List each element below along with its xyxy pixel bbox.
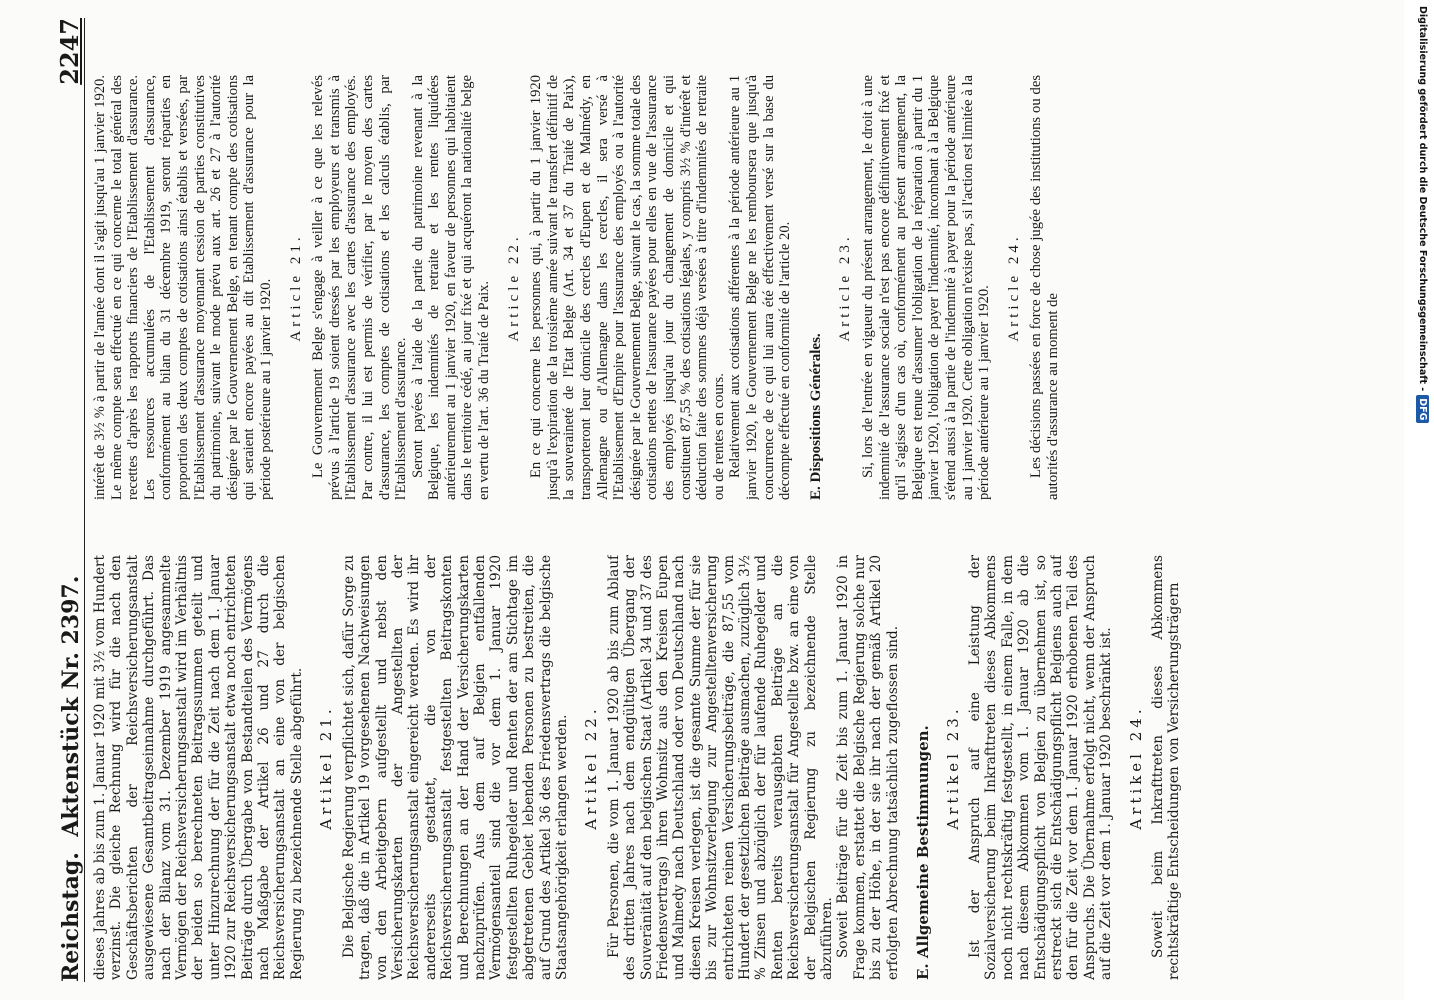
article-heading: Artikel 23. [943, 705, 962, 830]
page-number: 2247 [55, 18, 84, 85]
article-heading: Article 24. [1005, 233, 1022, 342]
section-heading: E. Dispositions Générales. [807, 333, 824, 500]
german-column [92, 555, 1382, 980]
page-header [50, 18, 85, 982]
article-heading: Artikel 22. [582, 705, 601, 830]
paragraph: Ist der Anspruch auf eine Leistung der Sozialversicherung beim Inkrafttreten dieses Abkommens noch nicht rechtskräftig festgestellt, in einem Falle, in dem nach diesem Abkommen vom 1. Januar 1920 ab die Entschädigungspflicht von Belgien zu übernehmen ist, so erstreckt sich die Entschädigungspflicht Belgiens auch auf den für die Zeit vor dem 1. Januar 1920 erhobenen Teil des Anspruchs. Die Übernahme erfolgt nicht, wenn der Anspruch auf die Zeit vor dem 1. Januar 1920 beschränkt ist. [966, 555, 1115, 980]
paragraph: Si, lors de l'entrée en vigueur du présent arrangement, le droit à une indemnité de l'assurance sociale n'est pas encore définitivement fixé et qu'il s'agisse d'un cas où, conformément au présent arrangement, la Belgique est tenue d'assumer l'obligation de la réparation à partir du 1 janvier 1920, l'obligation de payer l'indemnité, incombant à la Belgique s'étend aussi à la partie de l'indemnité à payer pour la période antérieure au 1 janvier 1920. Cette obligation n'existe pas, si l'action est limitée à la période antérieure au 1 janvier 1920. [859, 75, 993, 500]
paragraph: En ce qui concerne les personnes qui, à partir du 1 janvier 1920 jusqu'à l'expiration de la troisième année suivant le transfert définitif de la souveraineté de l'Etat Belge (Art. 34 et 37 du Traité de Paix), transporteront leur domicile des cercles d'Eupen et de Malmédy, en Allemagne ou d'Allemagne dans les cercles, il sera versé à l'Etablissement d'Empire pour l'assurance des employés ou à l'autorité désignée par le Gouvernement Belge, suivant le cas, la somme totale des cotisations nettes de l'assurance payées pour elles en vue de l'assurance des employés jusqu'au jour du changement de domicile et qui constituent 87,55 % des cotisations légales, y compris 3½ % d'intérêt et déduction faite des sommes déjà versées à titre d'indemnités de retraite ou de rentes en cours. [528, 75, 727, 500]
article-heading: Article 22. [505, 233, 522, 342]
paragraph: Le Gouvernement Belge s'engage à veiller à ce que les relevés prévus à l'article 19 soient dressés par les employeurs et transmis à l'Etablissement d'assurance avec les cartes d'assurance des employés. Par contre, il lui est permis de vérifier, par le moyen des cartes d'assurance, les comptes de cotisations et les calculs établis, par l'Etablissement d'assurance. [310, 75, 410, 500]
article-heading: Artikel 21. [317, 705, 336, 830]
section-heading: E. Allgemeine Bestimmungen. [914, 725, 933, 980]
paragraph: intérêt de 3½ % à partir de l'année dont il s'agit jusqu'au 1 janvier 1920. Le même compte sera effectué en ce qui concerne le total général des recettes d'après les rapports financiers de l'Etablissement d'assurance. Les ressources accumulées de l'Etablissement d'assurance, conformément au bilan du 31 décembre 1919, seront réparties en proportion des deux comptes de cotisations ainsi établis et versées, par l'Etablissement d'assurance moyennant cession de parties constitutives du patrimoine, suivant le mode prévu aux art. 26 et 27 à l'autorité désignée par le Gouvernement Belge, en tenant compte des cotisations qui seraient encore payées au dit Etablissement d'assurance pour la période postérieure au 1 janvier 1920. [92, 75, 274, 500]
article-heading: Article 23. [837, 233, 854, 342]
paragraph: Les décisions passées en force de chose jugée des institutions ou des autorités d'assurance au moment de [1028, 75, 1061, 500]
header-title: Reichstag. Aktenstück Nr. 2397. [58, 575, 84, 982]
paragraph: dieses Jahres ab bis zum 1. Januar 1920 mit 3½ vom Hundert verzinst. Die gleiche Rechnung wird für die nach den Geschäftsberichten der Reichsversicherungsanstalt ausgewiesene Gesamtbeitragseinnahme durchgeführt. Das nach der Bilanz vom 31. Dezember 1919 angesammelte Vermögen der Reichsversicherungsanstalt wird im Verhältnis der beiden so berechneten Beitragssummen geteilt und unter Hinzurechnung der für die Zeit nach dem 1. Januar 1920 zur Reichsversicherungsanstalt etwa noch entrichteten Beiträge durch Übergabe von Bestandteilen des Vermögens nach Maßgabe der Artikel 26 und 27 durch die Reichsversicherungsanstalt an eine von der belgischen Regierung zu bezeichnende Stelle abgeführt. [92, 555, 305, 980]
digitization-sidebar [1410, 0, 1434, 1000]
article-heading: Article 21. [287, 233, 304, 342]
paragraph: Für Personen, die vom 1. Januar 1920 ab bis zum Ablauf des dritten Jahres nach dem endgültigen Übergang der Souveränität auf den belgischen Staat (Artikel 34 und 37 des Friedensvertrags) ihren Wohnsitz aus den Kreisen Eupen und Malmedy nach Deutschland oder von Deutschland nach diesen Kreisen verlegen, ist die gesamte Summe der für sie bis zur Wohnsitzverlegung zur Angestelltenversicherung entrichteten reinen Versicherungsbeiträge, die 87,55 vom Hundert der gesetzlichen Beiträge ausmachen, zuzüglich 3½ % Zinsen und abzüglich der für laufende Ruhegelder und Renten bereits verausgabten Beiträge an die Reichsversicherungsanstalt für Angestellte bzw. an eine von der Belgischen Regierung zu bezeichnende Stelle abzuführen. [605, 555, 836, 980]
paragraph: Die Belgische Regierung verpflichtet sich, dafür Sorge zu tragen, daß die in Artikel 19 vorgesehenen Nachweisungen von den Arbeitgebern aufgestellt und nebst den Versicherungskarten der Angestellten der Reichsversicherungsanstalt eingereicht werden. Es wird ihr andererseits gestattet, die von der Reichsversicherungsanstalt festgestellten Beitragskonten und Berechnungen an der Hand der Versicherungskarten nachzuprüfen. Aus dem auf Belgien entfallenden Vermögensanteil sind die vor dem 1. Januar 1920 festgestellten Ruhegelder und Renten der am Stichtage im abgetretenen Gebiet lebenden Personen zu bestreiten, die auf Grund des Artikel 36 des Friedensvertrags die belgische Staatsangehörigkeit erlangen werden. [340, 555, 570, 980]
paragraph: Relativement aux cotisations afférentes à la période antérieure au 1 janvier 1920, le Gouvernement Belge ne les remboursera que jusqu'à concurrence de ce qui lui aura été effectivement versé sur la base du décompte effectué en conformité de l'article 20. [727, 75, 794, 500]
dfg-logo: DFG [1416, 395, 1429, 423]
paragraph: Seront payées à l'aide de la partie du patrimoine revenant à la Belgique, les indemnités de retraite et les rentes liquidées antérieurement au 1 janvier 1920, en faveur de personnes qui habitaient dans le territoire cédé, au jour fixé et qui acquéront la nationalité belge en vertu de l'art. 36 du Traité de Paix. [409, 75, 493, 500]
french-column [92, 75, 1382, 500]
digitization-note: Digitalisierung gefördert durch die Deutsche Forschungsgemeinschaft -DFG [1410, 0, 1434, 1006]
paragraph: Soweit beim Inkrafttreten dieses Abkommens rechtskräftige Entscheidungen von Versicherungsträgern [1149, 555, 1183, 980]
paragraph: Soweit Beiträge für die Zeit bis zum 1. Januar 1920 in Frage kommen, erstattet die Belgische Regierung solche nur bis zu der Höhe, in der sie ihr nach der gemäß Artikel 20 erfolgten Abrechnung tatsächlich zugeflossen sind. [835, 555, 901, 980]
article-heading: Artikel 24. [1126, 705, 1145, 830]
